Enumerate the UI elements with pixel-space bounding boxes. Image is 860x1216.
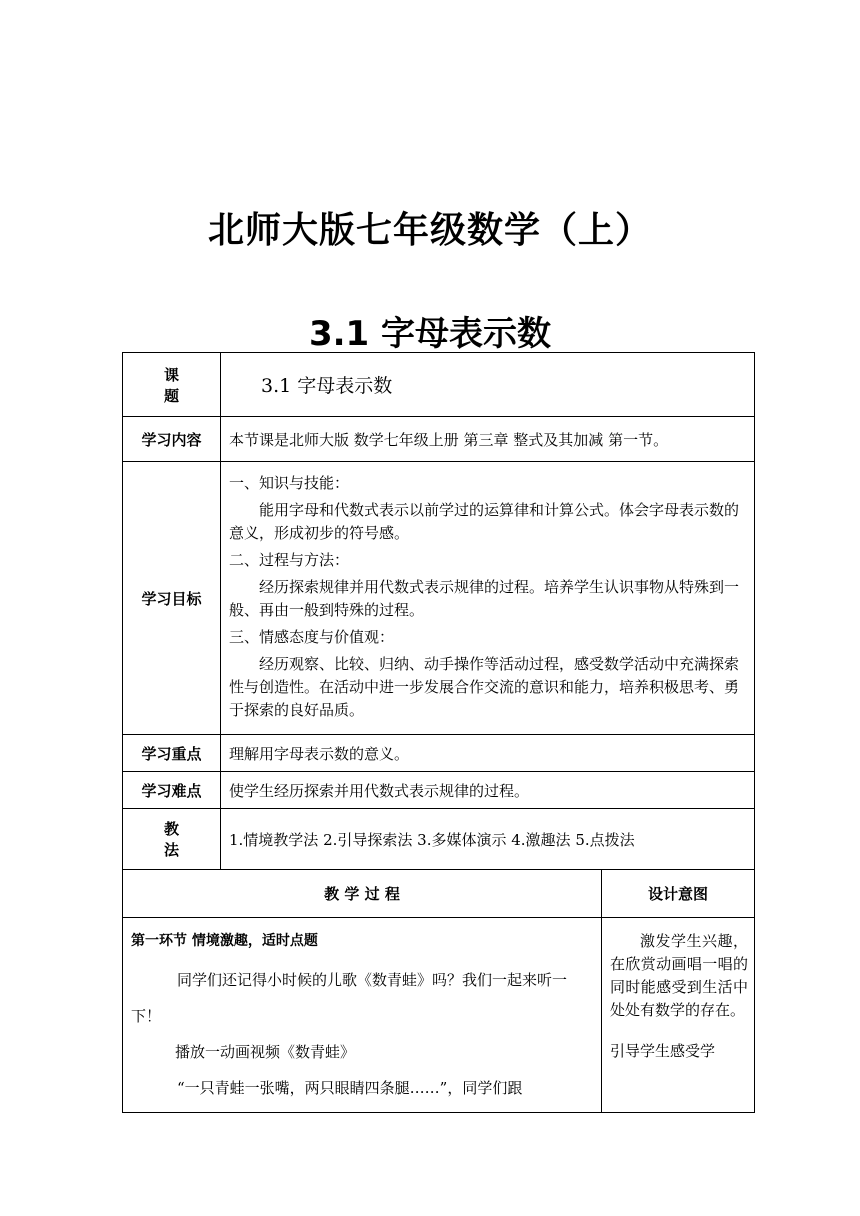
objectives-cell [221, 462, 755, 735]
step-title: 第一环节 情境激趣，适时点题 [131, 933, 318, 949]
key-point-value: 理解用字母表示数的意义。 [221, 735, 755, 772]
intent-header: 设计意图 [602, 870, 755, 918]
topic-label: 课题 [123, 353, 221, 417]
key-point-label: 学习重点 [123, 735, 221, 772]
objective-heading-1: 一、知识与技能： [229, 474, 350, 492]
lesson-subtitle: 3.1 字母表示数 [308, 314, 552, 354]
teaching-process-table [122, 869, 755, 1113]
process-paragraph-3: “一只青蛙一张嘴，两只眼睛四条腿……”，同学们跟 [177, 1079, 523, 1097]
method-value: 1.情境教学法 2.引导探索法 3.多媒体演示 4.激趣法 5.点拨法 [221, 809, 755, 870]
objective-heading-3: 三、情感态度与价值观： [229, 628, 395, 646]
difficulty-label: 学习难点 [123, 772, 221, 809]
content-label: 学习内容 [123, 417, 221, 462]
objective-text-1: 能用字母和代数式表示以前学过的运算律和计算公式。体会字母表示数的意义，形成初步的符号感。 [229, 501, 740, 542]
method-label: 教法 [123, 809, 221, 870]
difficulty-value: 使学生经历探索并用代数式表示规律的过程。 [221, 772, 755, 809]
process-header: 教 学 过 程 [123, 870, 602, 918]
objectives-label: 学习目标 [123, 462, 221, 735]
content-value: 本节课是北师大版 数学七年级上册 第三章 整式及其加减 第一节。 [221, 417, 755, 462]
process-paragraph-2: 播放一动画视频《数青蛙》 [175, 1043, 356, 1061]
intent-content-cell [602, 918, 755, 1113]
objective-text-3: 经历观察、比较、归纳、动手操作等活动过程，感受数学活动中充满探索性与创造性。在活动中进一步发展合作交流的意识和能力，培养积极思考、勇于探索的良好品质。 [229, 655, 740, 719]
intent-paragraph-1: 激发学生兴趣，在欣赏动画唱一唱的同时能感受到生活中处处有数学的存在。 [610, 932, 748, 1019]
topic-value: 3.1 字母表示数 [221, 353, 755, 417]
objective-heading-2: 二、过程与方法： [229, 551, 350, 569]
document-title: 北师大版七年级数学（上） [207, 210, 652, 251]
objective-text-2: 经历探索规律并用代数式表示规律的过程。培养学生认识事物从特殊到一般、再由一般到特殊的过程。 [229, 578, 740, 619]
process-content-cell [123, 918, 602, 1113]
lesson-info-table [122, 352, 755, 870]
process-paragraph-1: 同学们还记得小时候的儿歌《数青蛙》吗？我们一起来听一下！ [131, 971, 568, 1025]
intent-paragraph-2: 引导学生感受学 [610, 1042, 716, 1060]
